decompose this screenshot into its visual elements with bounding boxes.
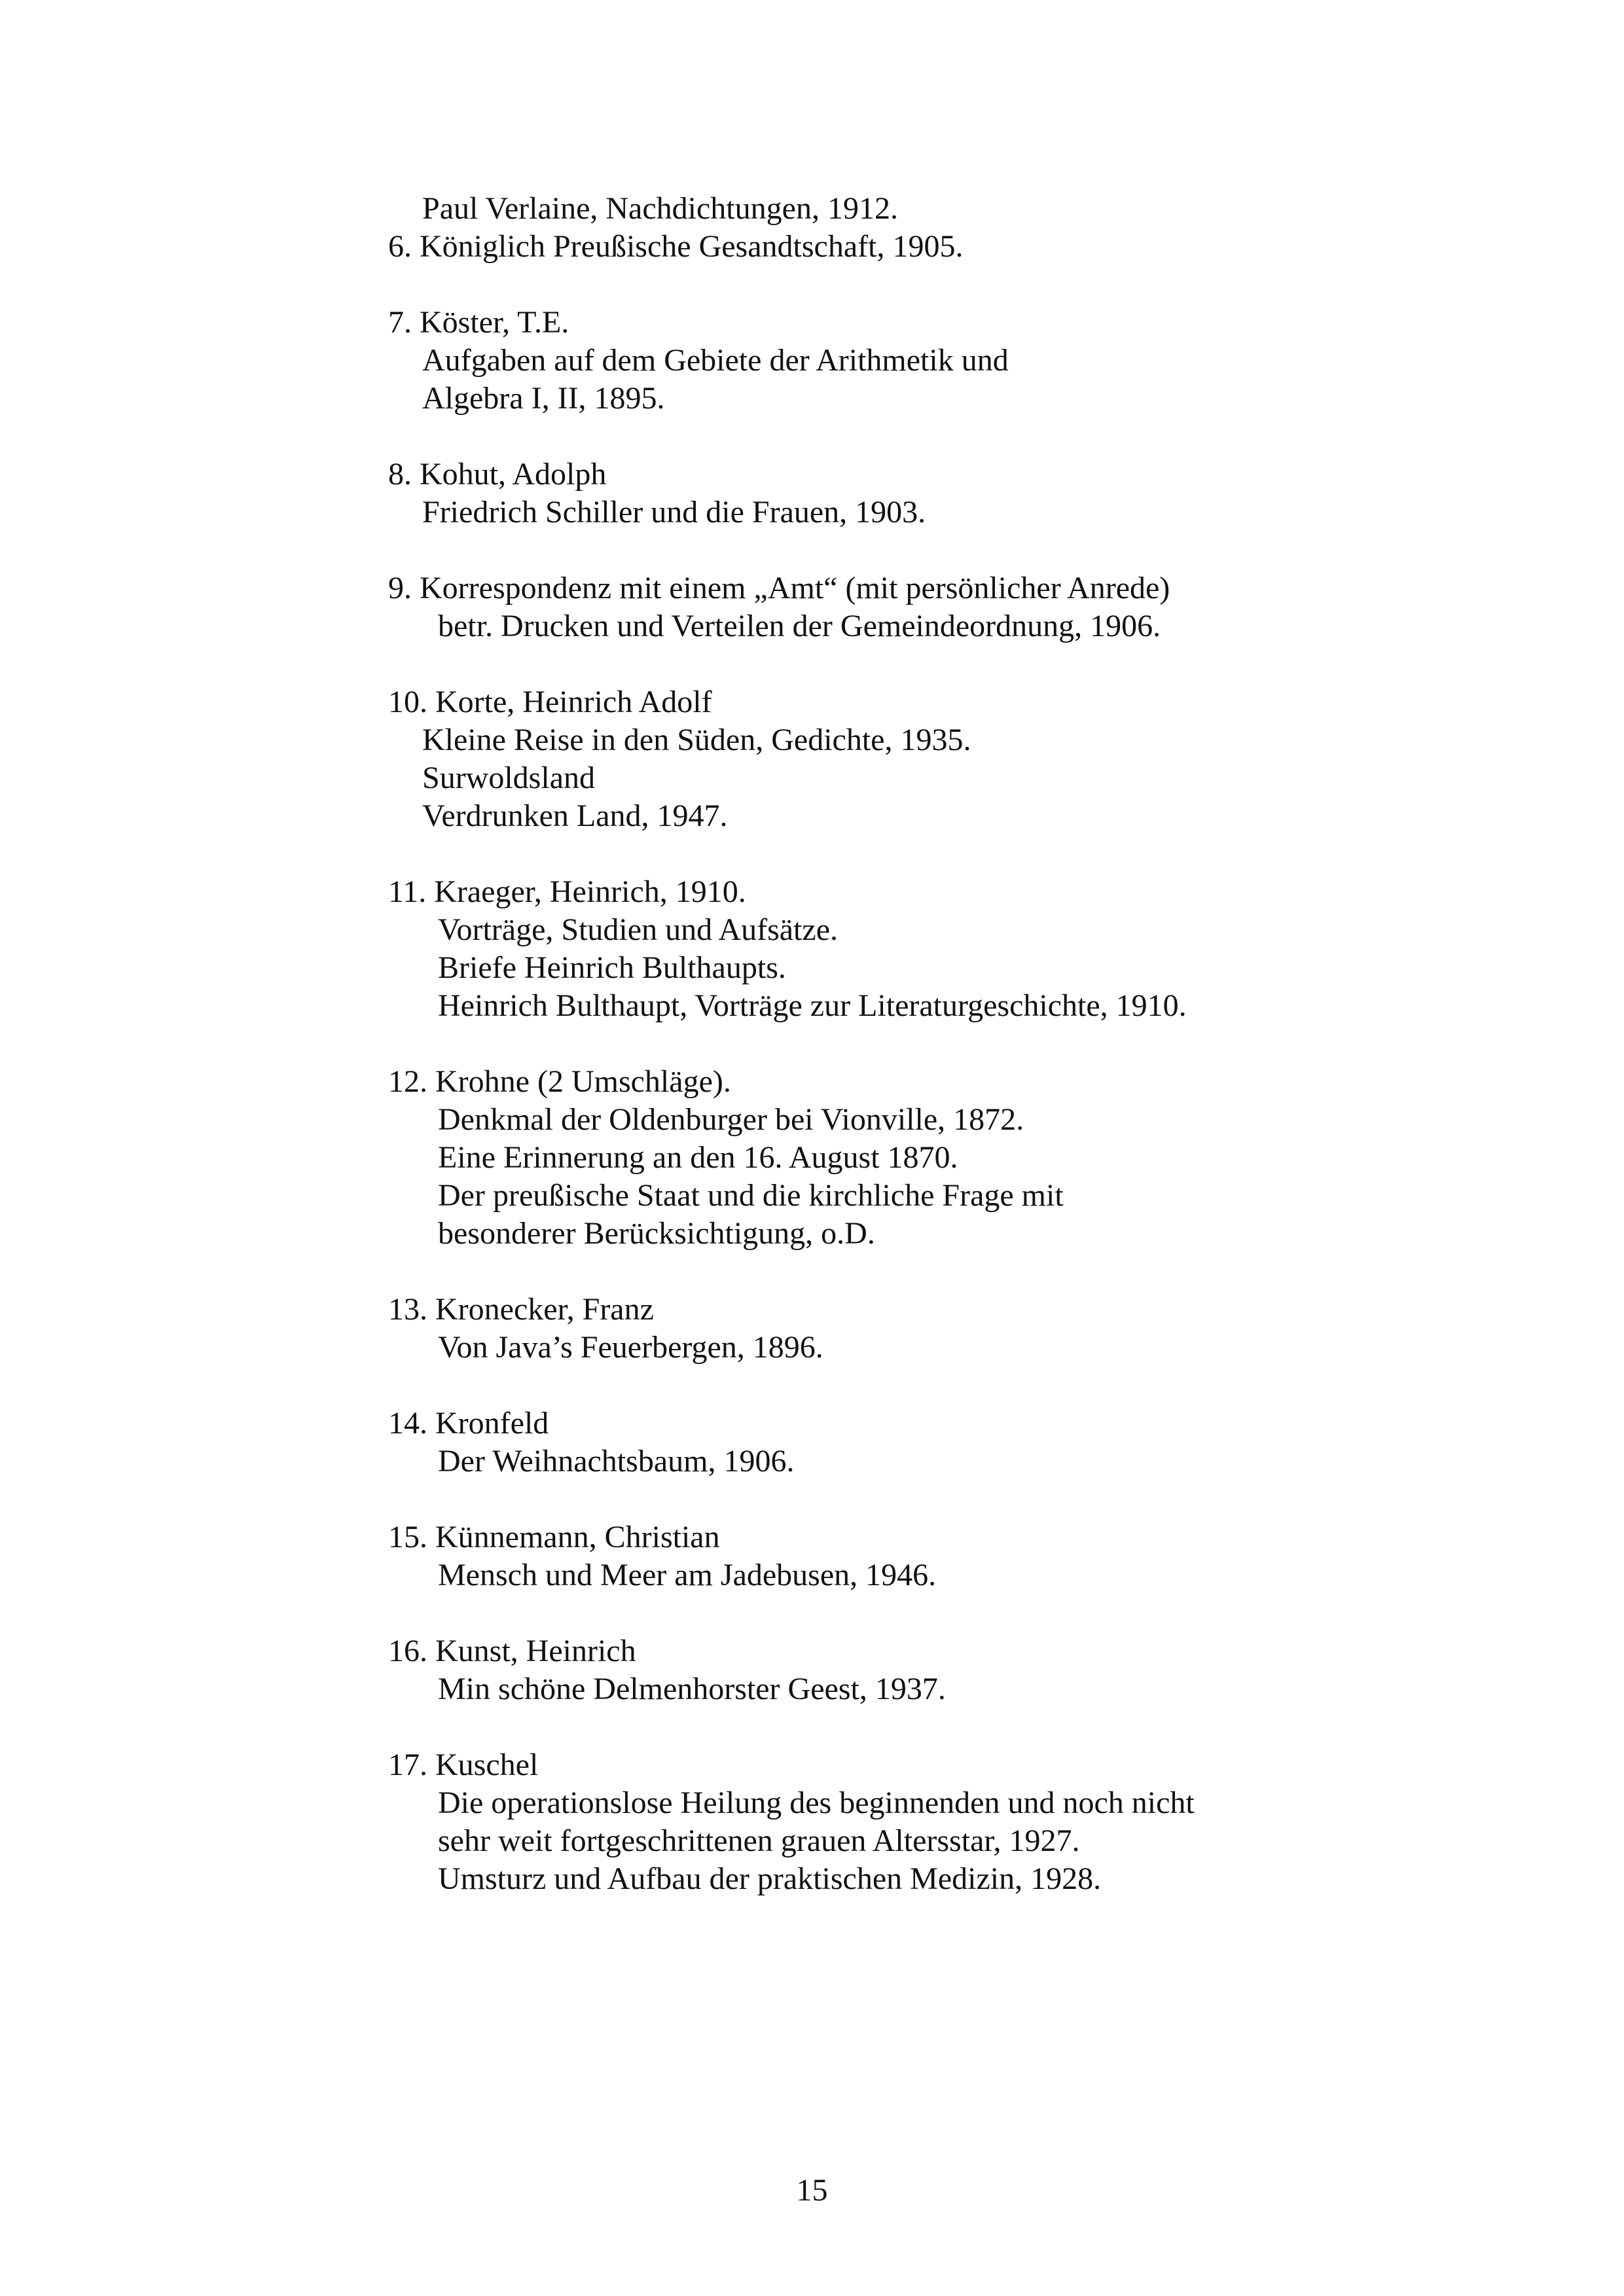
entry-spacer: [388, 645, 1370, 683]
entry-17-title-1: Die operationslose Heilung des beginnenden und noch nicht: [438, 1785, 1195, 1820]
entry-16-title: Min schöne Delmenhorster Geest, 1937.: [438, 1672, 946, 1706]
entry-10-title-3: Verdrunken Land, 1947.: [422, 798, 728, 833]
continued-entry-line: Paul Verlaine, Nachdichtungen, 1912.: [422, 191, 898, 226]
entry-10-title-1: Kleine Reise in den Süden, Gedichte, 1935.: [422, 723, 971, 757]
entry-11-title-2: Briefe Heinrich Bulthaupts.: [438, 950, 786, 985]
entry-17-title-2: Umsturz und Aufbau der praktischen Medizin, 1928.: [438, 1861, 1102, 1896]
entry-spacer: [388, 266, 1370, 304]
entry-13-heading: 13. Kronecker, Franz: [388, 1292, 654, 1327]
entry-14-title: Der Weihnachtsbaum, 1906.: [438, 1444, 795, 1479]
entry-12-title-2: Eine Erinnerung an den 16. August 1870.: [438, 1140, 958, 1175]
entry-9-heading: 9. Korrespondenz mit einem „Amt“ (mit persönlicher Anrede): [388, 571, 1170, 605]
bibliography-list: [388, 190, 1370, 1898]
entry-12-title-3-cont: besonderer Berücksichtigung, o.D.: [438, 1216, 875, 1251]
entry-11-title-1: Vorträge, Studien und Aufsätze.: [438, 912, 838, 947]
entry-14-heading: 14. Kronfeld: [388, 1406, 549, 1441]
entry-17-heading: 17. Kuschel: [388, 1748, 539, 1782]
entry-11-title-3: Heinrich Bulthaupt, Vorträge zur Literaturgeschichte, 1910.: [438, 988, 1187, 1023]
entry-spacer: [388, 1253, 1370, 1291]
entry-6-heading: 6. Königlich Preußische Gesandtschaft, 1905.: [388, 229, 964, 264]
entry-12-title-3: Der preußische Staat und die kirchliche Frage mit: [438, 1178, 1064, 1213]
entry-7-title: Aufgaben auf dem Gebiete der Arithmetik und: [422, 343, 1009, 378]
entry-spacer: [388, 835, 1370, 873]
entry-8-title: Friedrich Schiller und die Frauen, 1903.: [422, 495, 926, 529]
entry-spacer: [388, 1480, 1370, 1518]
entry-10-title-2: Surwoldsland: [422, 761, 595, 795]
page-number: 15: [796, 2173, 828, 2208]
entry-11-heading: 11. Kraeger, Heinrich, 1910.: [388, 874, 746, 909]
entry-spacer: [388, 1367, 1370, 1405]
entry-13-title: Von Java’s Feuerbergen, 1896.: [438, 1330, 823, 1365]
entry-17-title-1-cont: sehr weit fortgeschrittenen grauen Altersstar, 1927.: [438, 1823, 1080, 1858]
entry-spacer: [388, 1708, 1370, 1746]
entry-spacer: [388, 1594, 1370, 1632]
entry-12-heading: 12. Krohne (2 Umschläge).: [388, 1064, 731, 1099]
entry-10-heading: 10. Korte, Heinrich Adolf: [388, 685, 712, 719]
entry-7-heading: 7. Köster, T.E.: [388, 305, 569, 340]
entry-15-heading: 15. Künnemann, Christian: [388, 1520, 720, 1554]
entry-9-detail: betr. Drucken und Verteilen der Gemeindeordnung, 1906.: [438, 609, 1161, 643]
entry-8-heading: 8. Kohut, Adolph: [388, 457, 607, 492]
entry-16-heading: 16. Kunst, Heinrich: [388, 1634, 636, 1668]
entry-spacer: [388, 418, 1370, 456]
entry-12-title-1: Denkmal der Oldenburger bei Vionville, 1872.: [438, 1102, 1024, 1137]
entry-spacer: [388, 531, 1370, 569]
entry-7-title-cont: Algebra I, II, 1895.: [422, 381, 665, 416]
entry-spacer: [388, 1025, 1370, 1063]
entry-15-title: Mensch und Meer am Jadebusen, 1946.: [438, 1558, 937, 1592]
